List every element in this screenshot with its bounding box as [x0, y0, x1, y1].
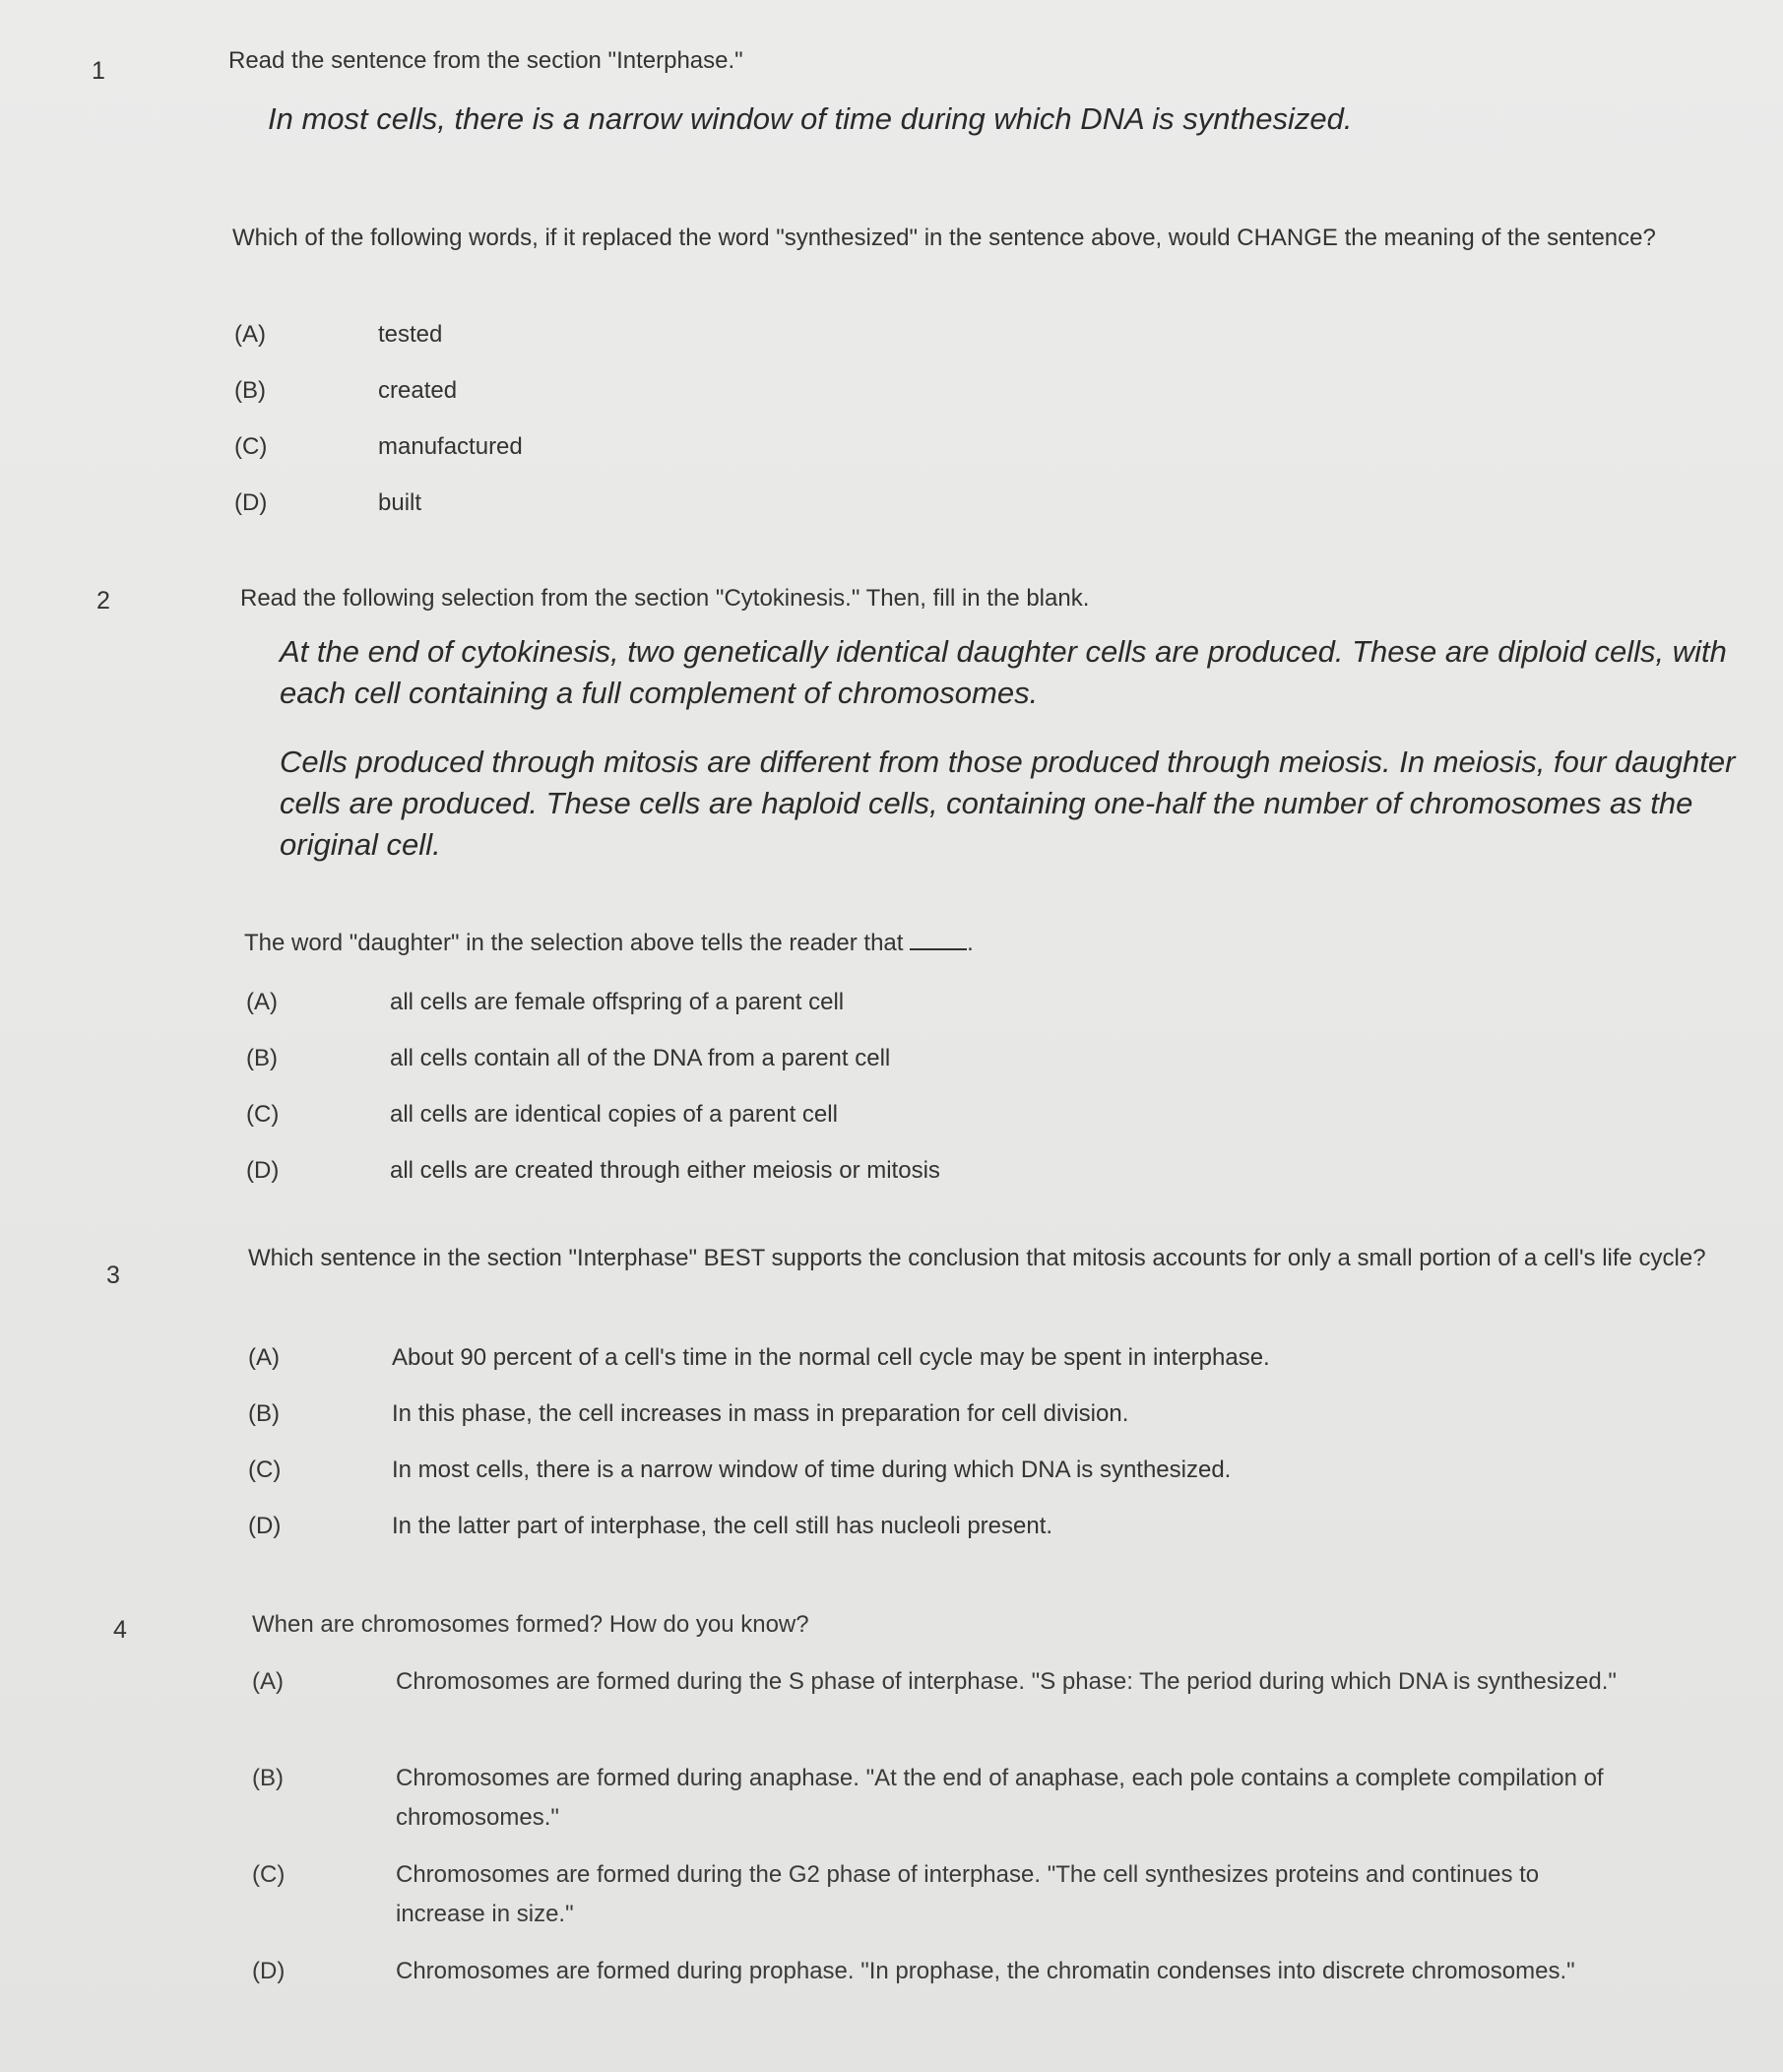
option-letter: (C) — [234, 433, 268, 460]
option-letter: (C) — [252, 1861, 286, 1888]
option-letter: (A) — [252, 1668, 284, 1695]
answer-option-d[interactable] — [252, 1952, 1650, 2040]
answer-option-d[interactable] — [234, 484, 1613, 523]
answer-option-c[interactable] — [248, 1451, 1725, 1490]
answer-option-a[interactable] — [252, 1662, 1650, 1751]
option-letter: (D) — [246, 1157, 280, 1184]
answer-option-c[interactable] — [252, 1855, 1650, 1944]
question-number: 4 — [113, 1616, 127, 1644]
option-letter: (B) — [246, 1045, 278, 1071]
answer-option-d[interactable] — [246, 1151, 1624, 1191]
passage-paragraph: At the end of cytokinesis, two genetically identical daughter cells are produced. These are diploid cells, with each cell containing a full complement of chromosomes. — [280, 634, 1727, 710]
option-text: Chromosomes are formed during prophase. "In prophase, the chromatin condenses into discrete chromosomes." — [396, 1958, 1575, 1984]
answer-option-c[interactable] — [234, 427, 1613, 467]
option-text: About 90 percent of a cell's time in the normal cell cycle may be spent in interphase. — [392, 1344, 1270, 1371]
question-prompt: Which sentence in the section "Interphase" BEST supports the conclusion that mitosis accounts for only a small portion of a cell's life cycle? — [248, 1245, 1706, 1271]
question-stem: Read the sentence from the section "Interphase." — [228, 47, 743, 74]
option-text: In this phase, the cell increases in mass in preparation for cell division. — [392, 1400, 1129, 1427]
option-text: created — [378, 377, 458, 404]
answer-option-b[interactable] — [246, 1039, 1624, 1078]
option-text: Chromosomes are formed during anaphase. "At the end of anaphase, each pole contains a complete compilation of chromosomes." — [396, 1765, 1604, 1831]
option-letter: (B) — [252, 1765, 284, 1791]
prompt-text: The word "daughter" in the selection above tells the reader that — [244, 930, 904, 956]
question-stem: Read the following selection from the section "Cytokinesis." Then, fill in the blank. — [240, 585, 1090, 612]
passage-paragraph: In most cells, there is a narrow window of time during which DNA is synthesized. — [268, 101, 1353, 136]
option-letter: (C) — [246, 1101, 280, 1128]
question-number: 2 — [96, 587, 110, 615]
option-text: all cells contain all of the DNA from a parent cell — [390, 1045, 891, 1071]
option-letter: (D) — [234, 489, 268, 516]
option-letter: (A) — [234, 321, 266, 348]
question-prompt: Which of the following words, if it replaced the word "synthesized" in the sentence above, would CHANGE the meaning of the sentence? — [232, 225, 1656, 251]
prompt-end: . — [967, 930, 974, 956]
question-prompt: When are chromosomes formed? How do you know? — [252, 1611, 809, 1638]
answer-option-a[interactable] — [246, 983, 1624, 1022]
answer-option-d[interactable] — [248, 1507, 1725, 1546]
answer-option-b[interactable] — [252, 1759, 1650, 1847]
answer-option-a[interactable] — [234, 315, 1613, 355]
answer-option-a[interactable] — [248, 1338, 1725, 1378]
passage-paragraph: Cells produced through mitosis are different from those produced through meiosis. In meiosis, four daughter cells are produced. These cells are haploid cells, containing one-half the number of chromosomes as the original cell. — [280, 745, 1736, 862]
fill-in-blank — [910, 931, 967, 950]
option-text: In most cells, there is a narrow window of time during which DNA is synthesized. — [392, 1457, 1232, 1483]
option-text: Chromosomes are formed during the S phase of interphase. "S phase: The period during which DNA is synthesized." — [396, 1668, 1617, 1695]
option-text: built — [378, 489, 422, 516]
option-text: all cells are created through either meiosis or mitosis — [390, 1157, 940, 1184]
option-letter: (B) — [248, 1400, 280, 1427]
answer-option-c[interactable] — [246, 1095, 1624, 1134]
option-text: all cells are female offspring of a parent cell — [390, 989, 845, 1015]
option-text: all cells are identical copies of a parent cell — [390, 1101, 838, 1128]
question-prompt — [244, 924, 1721, 963]
answer-option-b[interactable] — [248, 1394, 1725, 1434]
option-letter: (A) — [248, 1344, 280, 1371]
option-letter: (D) — [248, 1513, 282, 1539]
question-number: 3 — [106, 1262, 120, 1289]
option-letter: (B) — [234, 377, 266, 404]
option-text: tested — [378, 321, 443, 348]
option-letter: (A) — [246, 989, 278, 1015]
option-text: manufactured — [378, 433, 523, 460]
option-text: In the latter part of interphase, the cell still has nucleoli present. — [392, 1513, 1053, 1539]
question-number: 1 — [92, 57, 105, 85]
answer-option-b[interactable] — [234, 371, 1613, 411]
option-letter: (C) — [248, 1457, 282, 1483]
option-letter: (D) — [252, 1958, 286, 1984]
option-text: Chromosomes are formed during the G2 phase of interphase. "The cell synthesizes proteins and continues to increase in size." — [396, 1861, 1540, 1927]
